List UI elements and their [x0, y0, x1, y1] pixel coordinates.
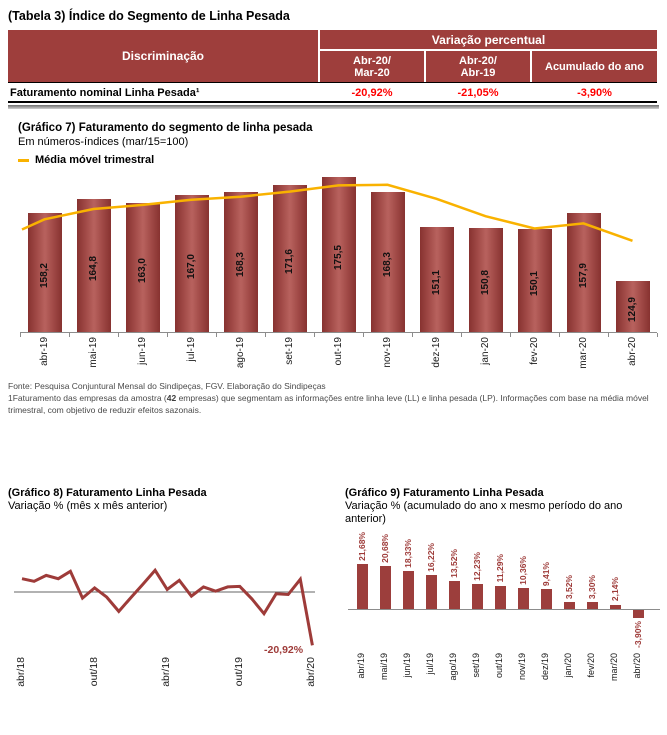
- g9-x-label: out/19: [494, 653, 504, 679]
- g9-bar-out/19: [495, 586, 506, 610]
- g7-bar-value-label: 124,9: [626, 296, 638, 322]
- g9-x-label: nov/19: [517, 653, 527, 681]
- g9-x-label: mar/20: [609, 653, 619, 682]
- grafico9-chart-area: [348, 532, 660, 682]
- g9-value-label: 11,29%: [495, 554, 505, 583]
- table-title: (Tabela 3) Índice do Segmento de Linha Pesada: [8, 9, 290, 23]
- legend-label: Média móvel trimestral: [35, 154, 155, 166]
- g7-axis-tick: [559, 333, 560, 337]
- g7-x-label: jan-20: [479, 337, 491, 365]
- g7-x-label: mai-19: [87, 337, 99, 368]
- g7-bar-value-label: 171,6: [283, 249, 295, 275]
- g9-bar-jun/19: [403, 571, 414, 609]
- col-header-line: Mar-20: [354, 66, 390, 79]
- g9-bar-set/19: [472, 584, 483, 609]
- g9-bar-ago/19: [449, 581, 460, 609]
- table-col-header-abr20-mar20: [320, 51, 424, 82]
- g9-value-label: 10,36%: [518, 555, 528, 585]
- table-top-rule: [8, 82, 657, 83]
- g7-bar-value-label: 168,3: [234, 252, 246, 278]
- g9-value-label: 12,23%: [472, 551, 482, 581]
- g7-axis-tick: [412, 333, 413, 337]
- g7-x-label: dez-19: [430, 337, 442, 368]
- g7-x-label: fev-20: [528, 337, 540, 365]
- g9-value-label: 3,52%: [564, 574, 574, 599]
- g9-value-label: -3,90%: [633, 621, 643, 649]
- g9-value-label: 21,68%: [357, 532, 367, 561]
- g8-x-label: out/18: [87, 657, 100, 687]
- g7-bar-value-label: 167,0: [185, 253, 197, 279]
- g9-bar-abr/19: [357, 564, 368, 609]
- footnote-sample-count: 42: [166, 393, 177, 403]
- g9-x-label: jan/20: [563, 653, 573, 678]
- grafico9-title: (Gráfico 9) Faturamento Linha Pesada: [345, 487, 544, 499]
- table-header-discriminacao: Discriminação: [8, 30, 318, 82]
- g8-x-label: abr/19: [160, 657, 173, 687]
- table-value-abr20-abr19: -21,05%: [426, 84, 530, 101]
- g9-bar-dez/19: [541, 589, 552, 609]
- g7-x-label: nov-19: [381, 337, 393, 368]
- g7-axis-tick: [461, 333, 462, 337]
- g7-axis-tick: [510, 333, 511, 337]
- g7-x-label: jul-19: [185, 337, 197, 362]
- g9-x-label: ago/19: [448, 653, 458, 681]
- g7-axis-tick: [69, 333, 70, 337]
- segment-index-table: [8, 30, 657, 101]
- source-footnote: [8, 380, 663, 416]
- table-row-label: Faturamento nominal Linha Pesada¹: [8, 84, 318, 101]
- g7-bar-value-label: 168,3: [381, 252, 393, 278]
- footnote-text: 1Faturamento das empresas da amostra (: [8, 393, 167, 403]
- g7-axis-tick: [314, 333, 315, 337]
- footnote-line: [8, 392, 663, 416]
- g7-x-label: abr-20: [626, 337, 638, 366]
- g9-value-label: 9,41%: [541, 562, 551, 587]
- col-header-line: Abr-19: [460, 66, 496, 79]
- g9-value-label: 3,30%: [587, 575, 597, 600]
- g7-bar-value-label: 150,8: [479, 270, 491, 296]
- table-value-acumulado: -3,90%: [532, 84, 657, 101]
- g7-axis-tick: [608, 333, 609, 337]
- grafico7-subtitle: Em números-índices (mar/15=100): [18, 136, 189, 148]
- g7-axis-tick: [265, 333, 266, 337]
- g9-value-label: 2,14%: [610, 577, 620, 602]
- grafico8-title: (Gráfico 8) Faturamento Linha Pesada: [8, 487, 207, 499]
- g7-bar-value-label: 157,9: [577, 263, 589, 289]
- g9-baseline-axis: [348, 609, 660, 610]
- g7-axis-tick: [118, 333, 119, 337]
- table-bottom-rule: [8, 101, 657, 103]
- table-col-header-acumulado: Acumulado do ano: [532, 51, 657, 82]
- g7-axis-tick: [167, 333, 168, 337]
- g9-bar-jan/20: [564, 602, 575, 609]
- g7-x-label: out-19: [332, 337, 344, 366]
- g9-value-label: 20,68%: [380, 534, 390, 563]
- g7-bar-value-label: 158,2: [38, 262, 50, 288]
- g9-x-label: mai/19: [379, 653, 389, 681]
- g9-bar-fev/20: [587, 602, 598, 609]
- table-col-header-abr20-abr19: [426, 51, 530, 82]
- grafico8-chart-area: [12, 545, 322, 687]
- col-header-line: Abr-20/: [353, 54, 391, 67]
- grafico7-title: (Gráfico 7) Faturamento do segmento de linha pesada: [18, 122, 313, 134]
- g7-axis-tick: [363, 333, 364, 337]
- grafico7-legend: [18, 154, 154, 166]
- g8-x-label: abr/20: [305, 657, 318, 687]
- g9-bar-mai/19: [380, 566, 391, 609]
- g7-x-label: mar-20: [577, 337, 589, 369]
- g8-x-label: out/19: [232, 657, 245, 687]
- g9-x-label: dez/19: [540, 653, 550, 681]
- g7-bar-value-label: 151,1: [430, 270, 442, 296]
- g9-bar-nov/19: [518, 588, 529, 610]
- legend-line-swatch-icon: [18, 159, 29, 162]
- g9-x-label: abr/20: [632, 653, 642, 679]
- g7-bar-value-label: 150,1: [528, 271, 540, 297]
- col-header-line: Abr-20/: [459, 54, 497, 67]
- g7-bar-value-label: 163,0: [136, 257, 148, 283]
- g7-moving-average-line: [20, 172, 657, 332]
- g8-x-label: abr/18: [15, 657, 27, 687]
- g7-axis-tick: [216, 333, 217, 337]
- grafico8-subtitle: Variação % (mês x mês anterior): [8, 500, 168, 512]
- grafico9-subtitle: Variação % (acumulado do ano x mesmo período do ano anterior): [345, 500, 623, 525]
- g8-line-chart: [12, 545, 322, 657]
- g7-bar-value-label: 175,5: [332, 245, 344, 271]
- g9-x-label: jul/19: [425, 653, 435, 675]
- g7-axis-tick: [657, 333, 658, 337]
- g7-axis-tick: [20, 333, 21, 337]
- g7-x-label: ago-19: [234, 337, 246, 369]
- g9-value-label: 18,33%: [403, 539, 413, 568]
- g9-x-label: fev/20: [586, 653, 596, 678]
- section-divider: [8, 105, 659, 109]
- footnote-text: empresas) que segmentam as informações entre linha leve (LL) e linha pesada (LP). Informações com base na média móvel trimestral, com objetivo de reduzir efeitos sazonais.: [8, 393, 649, 415]
- table-value-abr20-mar20: -20,92%: [320, 84, 424, 101]
- g9-value-label: 13,52%: [449, 549, 459, 578]
- g9-x-label: set/19: [471, 653, 481, 678]
- g7-bar-value-label: 164,8: [87, 256, 99, 282]
- g7-x-label: abr-19: [38, 337, 50, 366]
- g9-x-label: jun/19: [402, 653, 412, 678]
- g7-x-label: jun-19: [136, 337, 148, 365]
- g7-x-label: set-19: [283, 337, 295, 365]
- source-line: Fonte: Pesquisa Conjuntural Mensal do Sindipeças, FGV. Elaboração do Sindipeças: [8, 381, 326, 391]
- grafico7-chart-area: [20, 172, 657, 369]
- g9-value-label: 16,22%: [426, 543, 436, 573]
- g9-x-label: abr/19: [356, 653, 366, 679]
- grafico8-annotation: -20,92%: [264, 644, 304, 656]
- g9-bar-abr/20: [633, 610, 644, 618]
- table-header-variacao-percentual: Variação percentual: [320, 30, 657, 49]
- g9-bar-jul/19: [426, 575, 437, 609]
